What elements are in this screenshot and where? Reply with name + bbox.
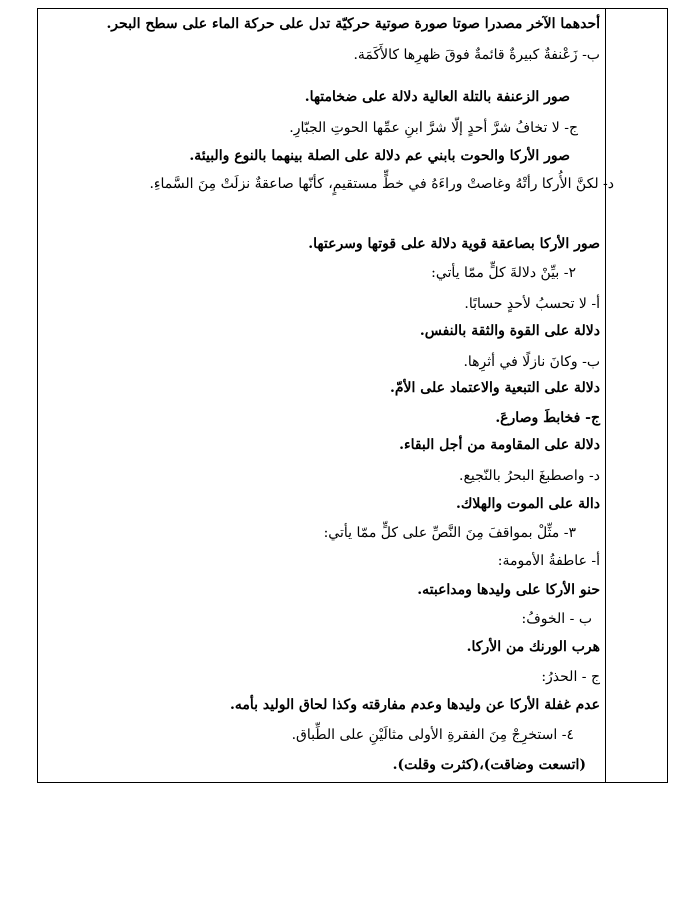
text-line: حنو الأركا على وليدها ومداعبته. [417, 582, 600, 598]
table-column-divider [605, 8, 606, 783]
text-line: صور الأركا والحوت بابني عم دلالة على الصلة بينهما بالنوع والبيئة. [189, 148, 570, 164]
text-line: دالة على الموت والهلاك. [456, 496, 600, 512]
text-line: ٣- مثِّلْ بمواقفَ مِنَ النَّصِّ على كلٍّ ممّا يأتي: [323, 525, 576, 541]
text-line: ب- وكانَ نازلًا في أثرِها. [463, 354, 600, 370]
text-line: صور الأركا بصاعقة قوية دلالة على قوتها وسرعتها. [308, 236, 600, 252]
text-line: أ- لا تحسبُ لأحدٍ حسابًا. [464, 296, 600, 312]
text-line: دلالة على المقاومة من أجل البقاء. [399, 437, 600, 453]
text-line: ج - الحذرُ: [541, 669, 600, 685]
text-line: دلالة على القوة والثقة بالنفس. [419, 323, 600, 339]
text-line: ج- لا تخافُ شرَّ أحدٍ إلّا شرَّ ابنِ عمِّها الحوتِ الجبّارِ. [289, 120, 578, 136]
text-line: د- واصطبغَ البحرُ بالنّجيع. [459, 468, 600, 484]
text-line: عدم غفلة الأركا عن وليدها وعدم مفارقته وكذا لحاق الوليد بأمه. [229, 697, 600, 713]
text-line: ٢- بيِّنْ دلالةَ كلٍّ ممّا يأتي: [431, 265, 576, 281]
text-line: هرب الورنك من الأركا. [466, 639, 600, 655]
text-line: ب - الخوفُ: [521, 611, 592, 627]
text-line: ب- زَعْنفةٌ كبيرةٌ قائمةٌ فوقَ ظهرِها كالأَكَمَة. [353, 47, 600, 63]
text-line: صور الزعنفة بالتلة العالية دلالة على ضخامتها. [304, 89, 570, 105]
text-line: ٤- استخرِجْ مِنَ الفقرةِ الأولى مثالَيْنِ على الطِّباق. [291, 727, 574, 743]
text-line: أ- عاطفةُ الأمومة: [497, 553, 600, 569]
text-line: (اتسعت وضاقت)،(كثرت وقلت). [392, 757, 586, 773]
text-line: دلالة على التبعية والاعتماد على الأمّ. [390, 380, 600, 396]
text-line: أحدهما الآخر مصدرا صوتا صورة صوتية حركيّة تدل على حركة الماء على سطح البحر. [106, 16, 600, 32]
text-line: ج- فخابطَ وصارعَ. [495, 410, 600, 426]
text-line: د- لكنَّ الأُركا رأتْهُ وغاصتْ وراءَهُ في خطٍّ مستقيمٍ، كأنّها صاعقةٌ نزلَتْ مِنَ السَّماءِ. [149, 176, 614, 192]
